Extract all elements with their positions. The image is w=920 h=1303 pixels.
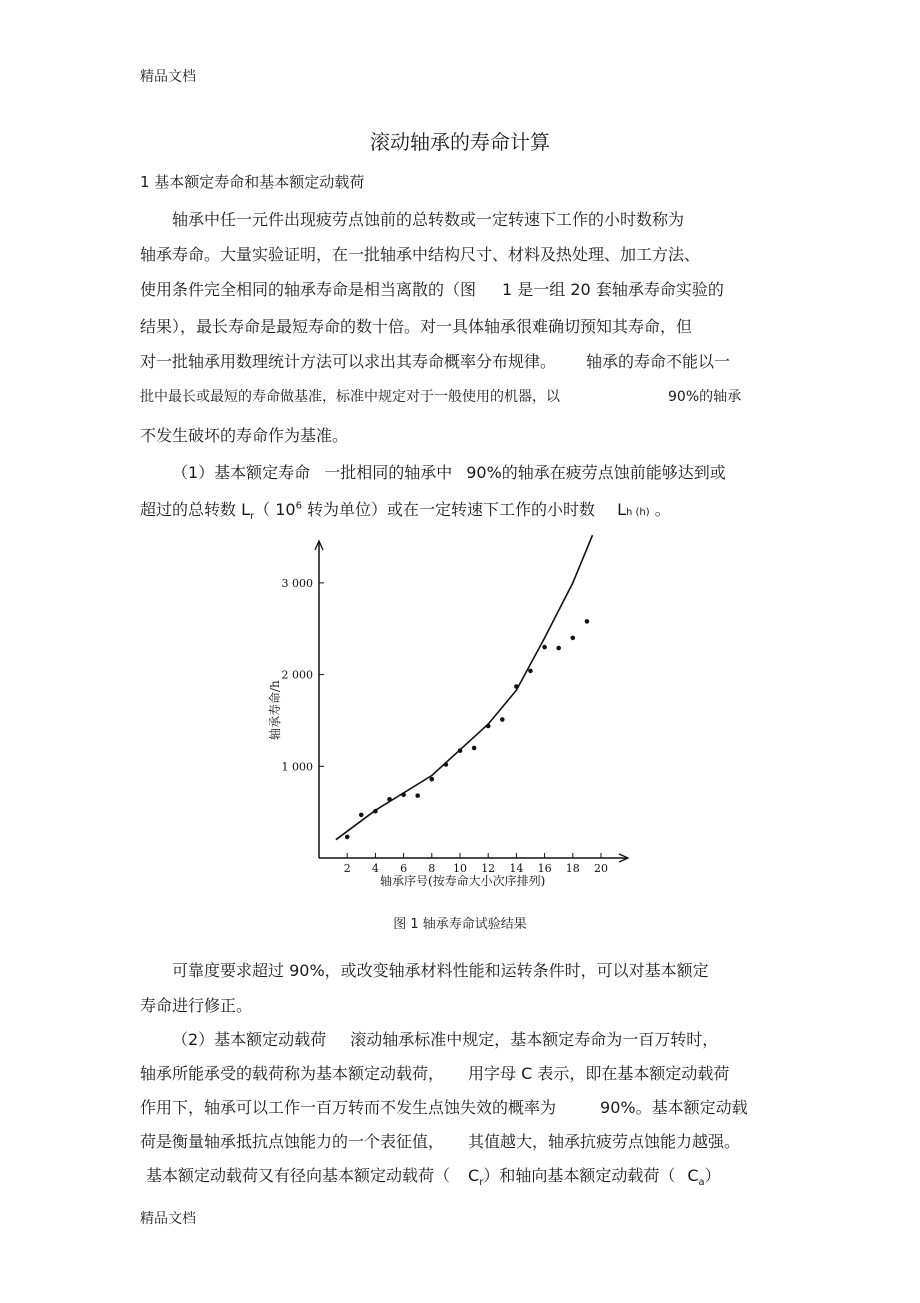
- x-tick-label: 10: [453, 862, 467, 875]
- bearing-life-chart: [262, 530, 642, 890]
- paragraph-line: 基本额定动载荷又有径向基本额定动载荷（ $C_r$）和轴向基本额定动载荷（ $C_a$）: [146, 1166, 721, 1189]
- chart-curve-group: [336, 535, 593, 840]
- data-point: [542, 645, 547, 650]
- page-header: 精品文档: [140, 69, 196, 85]
- paragraph-line: 批中最长或最短的寿命做基准，标准中规定对于一般使用的机器，以 90%的轴承: [140, 389, 742, 405]
- y-tick-label: 1 000: [281, 760, 313, 774]
- paragraph-line: （2）基本额定动载荷 滚动轴承标准中规定，基本额定寿命为一百万转时，: [172, 1030, 719, 1049]
- x-axis-label: 轴承序号(按寿命大小次序排列): [380, 874, 546, 888]
- x-tick-label: 16: [537, 862, 552, 875]
- x-tick-label: 20: [594, 862, 608, 875]
- data-point: [345, 835, 350, 840]
- y-tick-labels: [282, 577, 314, 773]
- x-tick-label: 12: [481, 862, 496, 875]
- data-point: [514, 684, 519, 689]
- data-point: [585, 619, 590, 624]
- page-title: 滚动轴承的寿命计算: [370, 130, 550, 154]
- y-axis-label: 轴承寿命/h: [268, 680, 282, 740]
- data-point: [556, 646, 561, 651]
- data-point: [373, 809, 378, 814]
- data-point: [359, 813, 364, 818]
- data-point: [415, 793, 420, 798]
- fit-curve: [336, 535, 593, 840]
- paragraph-line: 作用下，轴承可以工作一百万转而不发生点蚀失效的概率为 90%。基本额定动载: [140, 1098, 748, 1117]
- data-point: [571, 636, 576, 641]
- paragraph-line: 对一批轴承用数理统计方法可以求出其寿命概率分布规律。 轴承的寿命不能以一: [140, 352, 731, 371]
- paragraph-line: 结果），最长寿命是最短寿命的数十倍。对一具体轴承很难确切预知其寿命，但: [140, 317, 693, 336]
- x-tick-label: 4: [371, 862, 379, 875]
- x-tick-label: 18: [565, 862, 580, 875]
- x-tick-label: 6: [400, 862, 408, 875]
- paragraph-line: 荷是衡量轴承抵抗点蚀能力的一个表征值， 其值越大，轴承抗疲劳点蚀能力越强。: [140, 1132, 741, 1151]
- data-point: [528, 669, 533, 674]
- paragraph-line: 寿命进行修正。: [140, 996, 253, 1015]
- page-footer: 精品文档: [140, 1211, 196, 1227]
- paragraph-line: 轴承所能承受的载荷称为基本额定动载荷， 用字母 C 表示，即在基本额定动载荷: [140, 1064, 730, 1083]
- data-point: [458, 748, 463, 753]
- figure-caption: 图 1 轴承寿命试验结果: [393, 917, 527, 932]
- x-tick-label: 8: [428, 862, 436, 875]
- data-point: [444, 762, 449, 767]
- paragraph-line: 使用条件完全相同的轴承寿命是相当离散的（图 1 是一组 20 套轴承寿命实验的: [140, 280, 724, 299]
- paragraph-line: 超过的总转数 $L_r$（ $10^6$ 转为单位）或在一定转速下工作的小时数 Lh (h) 。: [140, 500, 671, 523]
- section-heading: 1 基本额定寿命和基本额定动载荷: [140, 173, 365, 191]
- x-tick-label: 14: [509, 862, 524, 875]
- data-point: [472, 746, 477, 751]
- paragraph-line: 可靠度要求超过 90%，或改变轴承材料性能和运转条件时，可以对基本额定: [172, 961, 709, 980]
- data-point: [430, 777, 435, 782]
- data-point: [387, 797, 392, 802]
- data-point: [401, 792, 406, 797]
- data-point: [486, 724, 491, 729]
- data-point: [500, 717, 505, 722]
- paragraph-line: 不发生破坏的寿命作为基准。: [140, 426, 349, 445]
- y-tick-label: 3 000: [281, 576, 313, 590]
- paragraph-line: 轴承寿命。大量实验证明，在一批轴承中结构尺寸、材料及热处理、加工方法、: [140, 245, 701, 264]
- paragraph-line: 轴承中任一元件出现疲劳点蚀前的总转数或一定转速下工作的小时数称为: [172, 210, 685, 229]
- x-tick-label: 2: [343, 862, 351, 875]
- paragraph-line: （1）基本额定寿命 一批相同的轴承中 90%的轴承在疲劳点蚀前能够达到或: [172, 463, 726, 482]
- y-tick-label: 2 000: [281, 668, 313, 682]
